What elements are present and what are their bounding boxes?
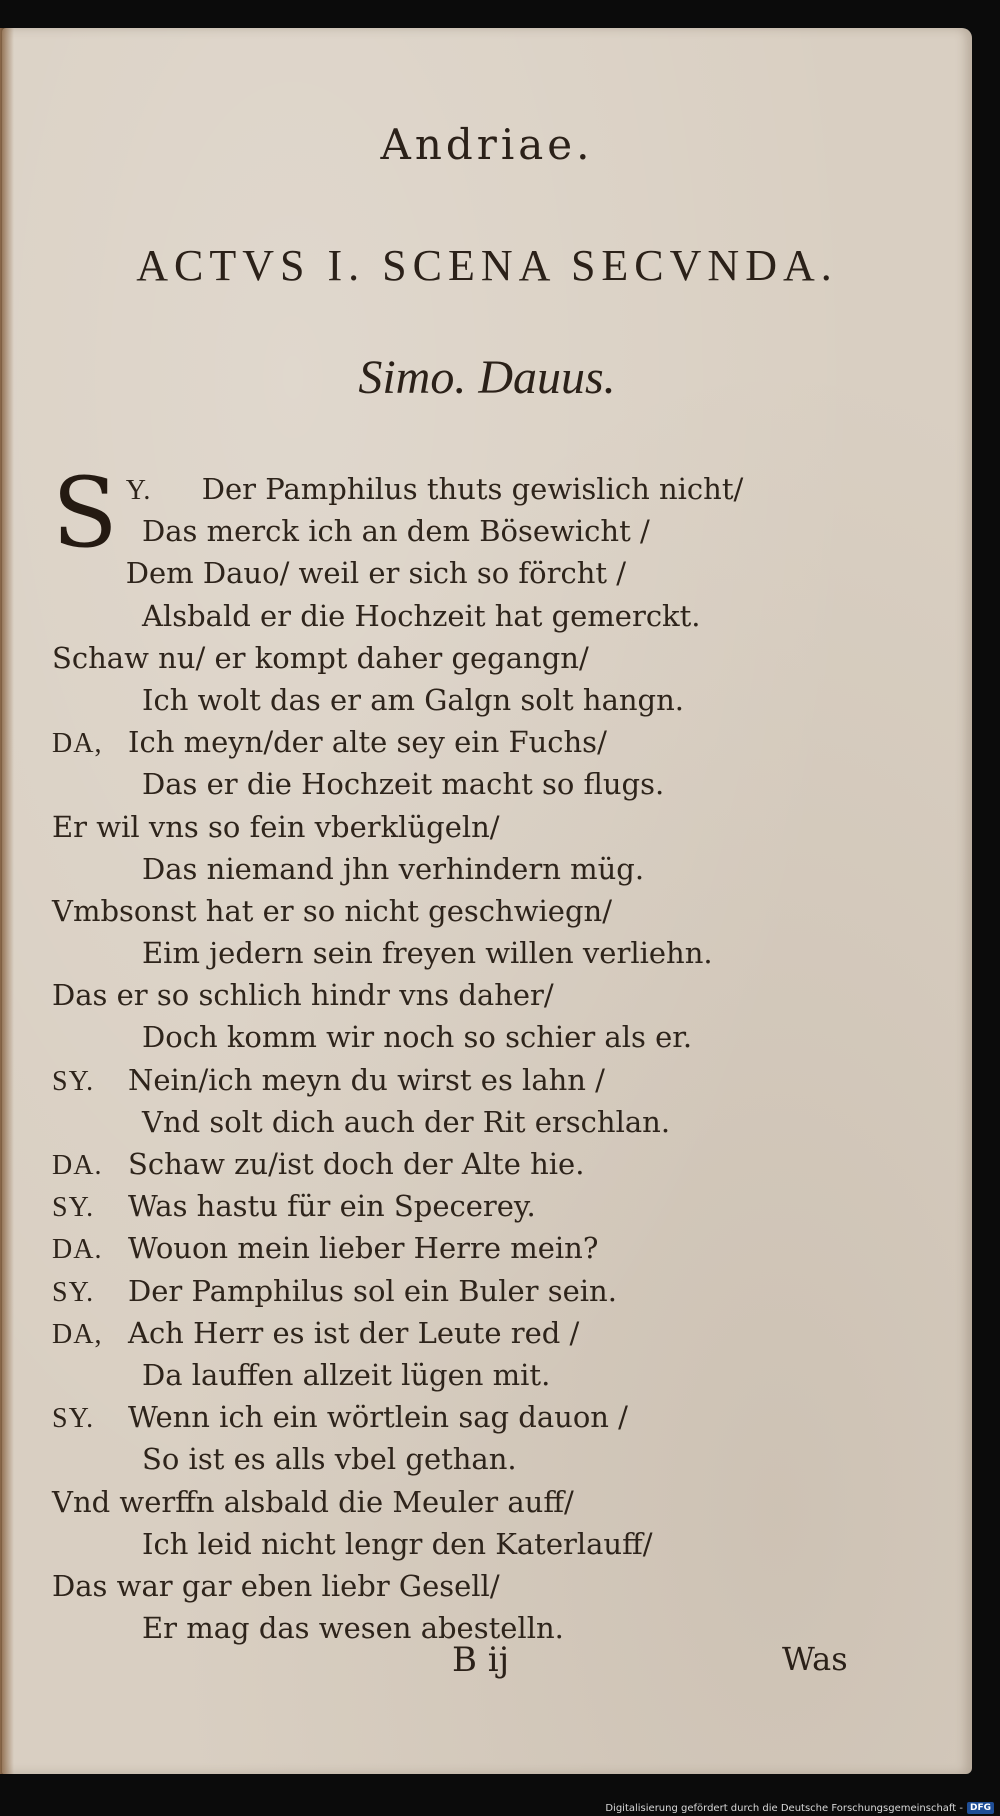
verse-line-text: Wenn ich ein wörtlein sag dauon / xyxy=(128,1400,628,1435)
verse-line xyxy=(52,1270,932,1312)
verse-line-text: Das merck ich an dem Bösewicht / xyxy=(142,514,650,549)
verse-line-text: Das er so schlich hindr vns daher/ xyxy=(52,978,554,1013)
verse-line-text: Das niemand jhn verhindern müg. xyxy=(142,851,645,886)
verse-line-text: Doch komm wir noch so schier als er. xyxy=(142,1020,693,1055)
speaker-label: DA, xyxy=(52,1318,103,1350)
verse-line xyxy=(52,637,932,679)
verse-line-text: Was hastu für ein Specerey. xyxy=(128,1189,536,1224)
verse-line-text: Er wil vns so fein vberklügeln/ xyxy=(52,809,500,844)
verse-line-text: Nein/ich meyn du wirst es lahn / xyxy=(128,1062,605,1097)
verse-line-text: Alsbald er die Hochzeit hat gemerckt. xyxy=(142,598,701,633)
speaker-label: SY. xyxy=(52,1192,95,1224)
verse-line xyxy=(52,806,932,848)
verse-line-text: Schaw nu/ er kompt daher gegangn/ xyxy=(52,640,589,675)
speaker-label: SY. xyxy=(52,1403,95,1435)
verse-line xyxy=(52,552,932,594)
catchword: Was xyxy=(782,1640,848,1678)
verse-line xyxy=(52,763,932,805)
verse-line-text: Ich meyn/der alte sey ein Fuchs/ xyxy=(128,725,607,760)
speaker-label: Y. xyxy=(125,475,152,506)
speaker-label: DA, xyxy=(52,728,103,760)
verse-line-text: Ich leid nicht lengr den Katerlauff/ xyxy=(142,1526,653,1561)
verse-line-text: Das er die Hochzeit macht so flugs. xyxy=(142,767,665,802)
verse-line xyxy=(52,932,932,974)
verse-line xyxy=(52,1312,932,1354)
scene-speakers: Simo. Dauus. xyxy=(358,351,616,404)
act-scene-title: ACTVS I. SCENA SECVNDA. xyxy=(136,241,838,290)
verse-line-text: Eim jedern sein freyen willen verliehn. xyxy=(142,936,713,971)
verse-line xyxy=(52,1185,932,1227)
verse-line xyxy=(52,1101,932,1143)
verse-line xyxy=(52,595,932,637)
verse-line-text: Ach Herr es ist der Leute red / xyxy=(128,1315,580,1350)
speaker-label: DA. xyxy=(52,1234,103,1266)
verse-line xyxy=(52,1354,932,1396)
drop-cap: S xyxy=(52,457,118,569)
signature-mark: B ij xyxy=(452,1640,510,1680)
verse-line-text: Der Pamphilus thuts gewislich nicht/ xyxy=(201,472,744,506)
verse-line-text: Da lauffen allzeit lügen mit. xyxy=(142,1357,551,1392)
verse-line xyxy=(52,1059,932,1101)
verse-line xyxy=(52,1227,932,1269)
page-gutter-edge xyxy=(0,28,14,1774)
verse-line-text: Vmbsonst hat er so nicht geschwiegn/ xyxy=(52,893,612,928)
verse-line-text: Dem Dauo/ weil er sich so förcht / xyxy=(125,556,627,591)
verse-line-text: Ich wolt das er am Galgn solt hangn. xyxy=(142,682,685,717)
verse-line-text: Das war gar eben liebr Gesell/ xyxy=(52,1568,500,1603)
verse-line xyxy=(52,468,932,510)
verse-line xyxy=(52,679,932,721)
verse-line xyxy=(52,1565,932,1607)
digitization-credit-text: Digitalisierung gefördert durch die Deutsche Forschungsgemeinschaft - xyxy=(605,1802,963,1814)
verse-line xyxy=(52,1523,932,1565)
dfg-logo: DFG xyxy=(967,1802,994,1814)
book-page xyxy=(2,28,972,1774)
speaker-label: SY. xyxy=(52,1276,95,1308)
verse-line-text: Wouon mein lieber Herre mein? xyxy=(128,1231,599,1266)
verse-line xyxy=(52,974,932,1016)
verse-line-text: Der Pamphilus sol ein Buler sein. xyxy=(128,1273,617,1308)
verse-line xyxy=(52,1396,932,1438)
digitization-credit xyxy=(605,1802,994,1814)
verse-line xyxy=(52,890,932,932)
verse-line-text: Vnd werffn alsbald die Meuler auff/ xyxy=(52,1484,574,1519)
verse-line xyxy=(52,1481,932,1523)
verse-line xyxy=(52,510,932,552)
speaker-label: SY. xyxy=(52,1065,95,1097)
verse-line xyxy=(52,721,932,763)
verse-line-text: So ist es alls vbel gethan. xyxy=(142,1442,517,1477)
verse-line-text: Vnd solt dich auch der Rit erschlan. xyxy=(142,1104,671,1139)
verse-line-text: Er mag das wesen abestelln. xyxy=(142,1611,564,1646)
verse-line xyxy=(52,1016,932,1058)
verse-line-text: Schaw zu/ist doch der Alte hie. xyxy=(128,1147,585,1181)
verse-line xyxy=(52,1438,932,1480)
speaker-label: DA. xyxy=(52,1150,103,1181)
verse-line xyxy=(52,1143,932,1185)
verse-text xyxy=(52,457,932,1649)
verse-line xyxy=(52,848,932,890)
running-head: Andriae. xyxy=(380,120,594,169)
verse-lines xyxy=(52,457,932,1649)
